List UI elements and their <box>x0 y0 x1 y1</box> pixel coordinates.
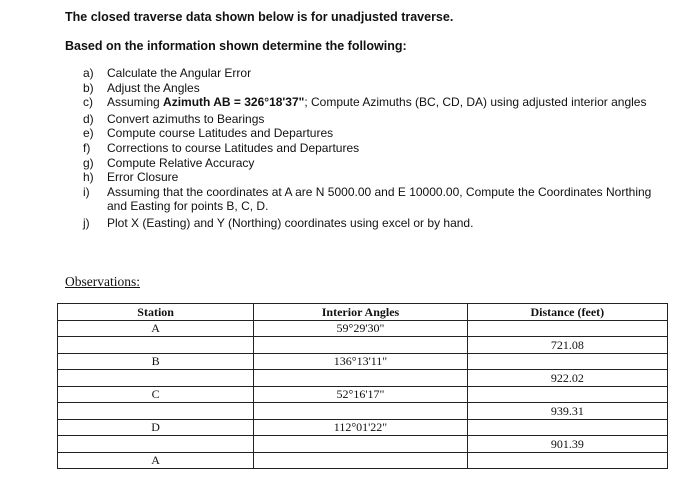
task-marker: e) <box>83 126 94 141</box>
task-marker: f) <box>83 140 91 155</box>
station-cell <box>58 370 254 387</box>
distance-cell: 939.31 <box>467 403 667 420</box>
task-text: Error Closure <box>107 170 179 185</box>
angle-cell: 136°13'11" <box>254 353 467 370</box>
table-header-row <box>58 304 668 321</box>
task-marker: a) <box>83 66 94 80</box>
task-text: Corrections to course Latitudes and Departures <box>107 140 360 155</box>
task-item <box>83 81 653 96</box>
task-text: Plot X (Easting) and Y (Northing) coordinates using excel or by hand. <box>107 215 474 230</box>
task-text-post: ; Compute Azimuths (BC, CD, DA) using adjusted interior angles <box>304 95 647 110</box>
table-row <box>58 386 668 403</box>
angle-cell <box>254 370 467 387</box>
station-cell: A <box>58 452 254 469</box>
task-item <box>83 216 653 231</box>
distance-cell <box>467 386 667 403</box>
heading-unadjusted-traverse: The closed traverse data shown below is for unadjusted traverse. <box>65 10 454 24</box>
station-cell: B <box>58 353 254 370</box>
table-row <box>58 320 668 337</box>
task-marker: h) <box>83 170 94 185</box>
task-text: Convert azimuths to Bearings <box>107 111 265 126</box>
station-cell: A <box>58 320 254 337</box>
table-row <box>58 337 668 354</box>
task-item <box>83 66 653 81</box>
table-row <box>58 370 668 387</box>
task-item <box>83 112 653 127</box>
distance-cell: 922.02 <box>467 370 667 387</box>
task-text: Compute course Latitudes and Departures <box>107 126 334 141</box>
task-text: Adjust the Angles <box>107 80 200 95</box>
task-marker: c) <box>83 95 93 110</box>
task-item <box>83 170 653 185</box>
task-text: Assuming that the coordinates at A are N 5000.00 and E 10000.00, Compute the Coordinates Northing and Easting for points B, C, D. <box>107 184 652 214</box>
station-cell <box>58 403 254 420</box>
task-marker: j) <box>83 215 90 230</box>
task-item <box>83 126 653 141</box>
angle-cell <box>254 337 467 354</box>
azimuth-ab-value: Azimuth AB = 326°18'37" <box>163 95 305 110</box>
angle-cell: 59°29'30" <box>254 320 467 337</box>
header-interior-angles: Interior Angles <box>254 304 467 321</box>
angle-cell <box>254 436 467 453</box>
station-cell <box>58 337 254 354</box>
task-marker: g) <box>83 155 94 170</box>
angle-cell <box>254 452 467 469</box>
angle-cell: 52°16'17" <box>254 386 467 403</box>
task-marker: i) <box>83 184 90 199</box>
task-item <box>83 141 653 156</box>
heading-determine-following: Based on the information shown determine the following: <box>65 39 407 53</box>
task-item <box>83 95 653 110</box>
station-cell: C <box>58 386 254 403</box>
task-list <box>83 66 653 231</box>
station-cell: D <box>58 419 254 436</box>
header-distance: Distance (feet) <box>467 304 667 321</box>
distance-cell <box>467 419 667 436</box>
station-cell <box>58 436 254 453</box>
distance-cell <box>467 320 667 337</box>
task-text: Compute Relative Accuracy <box>107 155 255 170</box>
table-row <box>58 419 668 436</box>
observations-title: Observations: <box>65 274 140 289</box>
table-row <box>58 436 668 453</box>
task-marker: d) <box>83 111 94 126</box>
angle-cell: 112°01'22" <box>254 419 467 436</box>
angle-cell <box>254 403 467 420</box>
task-text: Calculate the Angular Error <box>107 66 252 80</box>
table-row <box>58 403 668 420</box>
distance-cell: 901.39 <box>467 436 667 453</box>
distance-cell <box>467 353 667 370</box>
task-item <box>83 185 653 214</box>
table-row <box>58 353 668 370</box>
task-text-pre: Assuming <box>107 95 164 110</box>
task-marker: b) <box>83 80 94 95</box>
distance-cell: 721.08 <box>467 337 667 354</box>
table-row <box>58 452 668 469</box>
header-station: Station <box>58 304 254 321</box>
task-item <box>83 156 653 171</box>
observations-table <box>57 303 668 469</box>
distance-cell <box>467 452 667 469</box>
